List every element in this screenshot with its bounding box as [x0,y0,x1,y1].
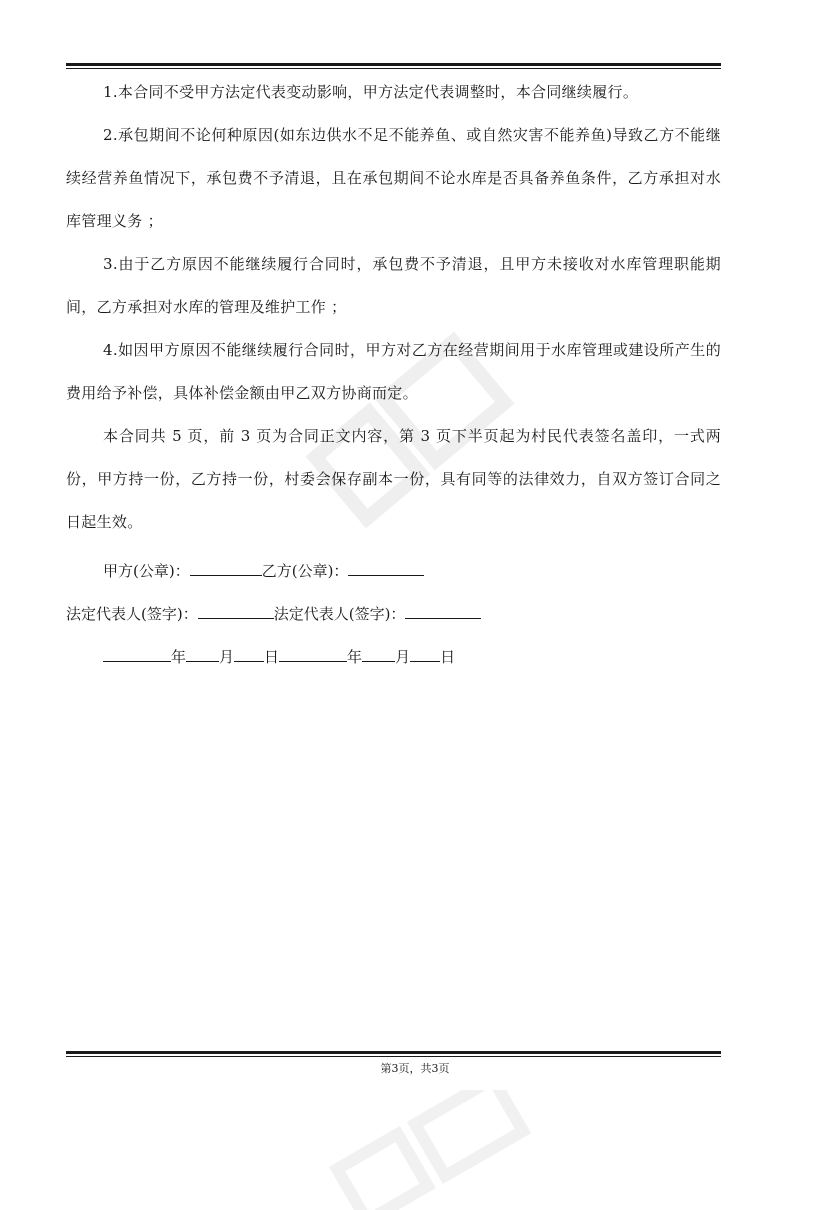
watermark-bottom-icon [300,1090,560,1210]
day-b-blank [410,647,440,662]
party-a-seal-label: 甲方(公章)： [103,562,190,580]
footer-rule [66,1051,721,1054]
day-a-blank [234,647,264,662]
representative-line [66,593,721,636]
party-b-seal-label: 乙方(公章)： [261,562,349,580]
day-a-label: 日 [264,648,280,666]
clause-4: 4.如因甲方原因不能继续履行合同时，甲方对乙方在经营期间用于水库管理或建设所产生的费用给予补偿，具体补偿金额由甲乙双方协商而定。 [66,341,721,402]
party-a-rep-blank [198,604,274,619]
clause-3: 3.由于乙方原因不能继续履行合同时，承包费不予清退，且甲方未接收对水库管理职能期间，乙方承担对水库的管理及维护工作 ； [66,255,721,316]
party-b-seal-blank [348,561,424,576]
party-b-rep-blank [405,604,481,619]
party-a-rep-label: 法定代表人(签字)： [66,605,198,623]
year-a-blank [103,647,171,662]
party-b-rep-label: 法定代表人(签字)： [273,605,406,623]
day-b-label: 日 [440,648,456,666]
month-b-label: 月 [395,648,411,666]
clause-2: 2.承包期间不论何种原因(如东边供水不足不能养鱼、或自然灾害不能养鱼)导致乙方不能继续经营养鱼情况下，承包费不予清退，且在承包期间不论水库是否具备养鱼条件，乙方承担对水库管理义务 ； [66,126,721,230]
clause-1: 1.本合同不受甲方法定代表变动影响，甲方法定代表调整时，本合同继续履行。 [103,83,639,101]
date-line [66,636,721,679]
year-b-blank [279,647,347,662]
closing-paragraph: 本合同共 5 页，前 3 页为合同正文内容，第 3 页下半页起为村民代表签名盖印，一式两份，甲方持一份，乙方持一份，村委会保存副本一份，具有同等的法律效力，自双方签订合同之日起生效。 [66,427,721,531]
year-b-label: 年 [347,648,363,666]
month-b-blank [362,647,395,662]
header-rule [66,63,721,66]
page-number: 第3页，共3页 [380,1062,450,1075]
seal-line [66,550,721,593]
month-a-label: 月 [219,648,235,666]
year-a-label: 年 [171,648,187,666]
party-a-seal-blank [190,561,262,576]
month-a-blank [186,647,219,662]
